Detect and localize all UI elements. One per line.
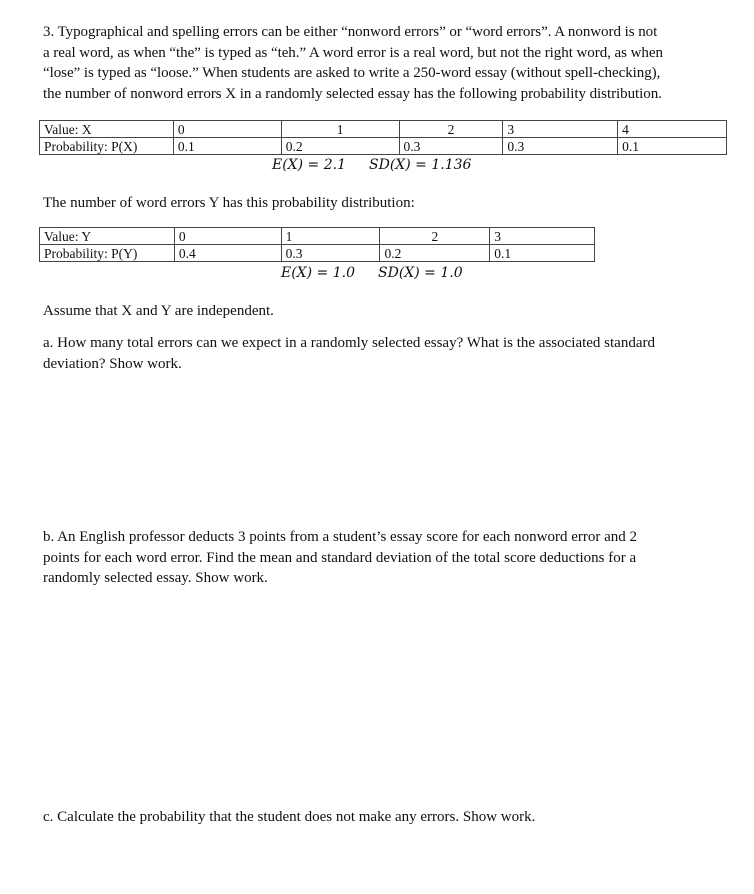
table-cell: 1	[281, 228, 380, 245]
independence-assumption: Assume that X and Y are independent.	[43, 303, 274, 319]
table-x-value-label: Value: X	[40, 121, 174, 138]
table-y-prob-row	[40, 245, 595, 262]
table-cell: 1	[281, 121, 399, 138]
problem-intro	[43, 22, 713, 104]
part-c-question: c. Calculate the probability that the student does not make any errors. Show work.	[43, 809, 536, 825]
table-cell: 0.1	[173, 138, 281, 155]
table-cell: 0.3	[281, 245, 380, 262]
table-x-prob-row	[40, 138, 727, 155]
table-y-value-label: Value: Y	[40, 228, 175, 245]
intro-line-2: a real word, as when “the” is typed as “teh.” A word error is a real word, but not the right word, as when	[43, 44, 663, 61]
intro-line-3: “lose” is typed as “loose.” When students are asked to write a 250-word essay (without spell-checking),	[43, 65, 661, 81]
part-b-question	[43, 527, 637, 589]
table-y-standard-deviation: SD(X) = 1.0	[378, 265, 463, 281]
distribution-table-x	[39, 120, 727, 155]
table-cell: 3	[503, 121, 618, 138]
table-y-value-row	[40, 228, 595, 245]
intro-line-4: the number of nonword errors X in a randomly selected essay has the following probability distribution.	[43, 85, 662, 102]
table-cell: 0.1	[618, 138, 727, 155]
part-b-line-2: points for each word error. Find the mean and standard deviation of the total score deductions for a	[43, 549, 637, 566]
part-b-line-3: randomly selected essay. Show work.	[43, 570, 268, 586]
table-cell: 0	[174, 228, 281, 245]
table-cell: 0.3	[503, 138, 618, 155]
table-cell: 2	[380, 228, 490, 245]
intro-line-1: 3. Typographical and spelling errors can be either “nonword errors” or “word errors”. A nonword is not	[43, 24, 658, 40]
table-x-standard-deviation: SD(X) = 1.136	[369, 157, 472, 173]
y-intro-text: The number of word errors Y has this probability distribution:	[43, 195, 415, 211]
table-cell: 0.2	[380, 245, 490, 262]
table-y-prob-label: Probability: P(Y)	[40, 245, 175, 262]
table-cell: 0.1	[490, 245, 595, 262]
table-cell: 0.3	[399, 138, 503, 155]
table-cell: 0	[173, 121, 281, 138]
table-x-expected-value: E(X) = 2.1	[272, 157, 347, 173]
part-a-line-1: a. How many total errors can we expect in a randomly selected essay? What is the associated standard	[43, 335, 655, 351]
part-b-line-1: b. An English professor deducts 3 points from a student’s essay score for each nonword error and 2	[43, 529, 638, 545]
table-y-expected-value: E(X) = 1.0	[281, 265, 356, 281]
table-cell: 4	[618, 121, 727, 138]
distribution-table-y	[39, 227, 595, 262]
table-x-value-row	[40, 121, 727, 138]
part-a-question	[43, 333, 655, 374]
part-a-line-2: deviation? Show work.	[43, 355, 182, 372]
table-cell: 2	[399, 121, 503, 138]
table-cell: 0.4	[174, 245, 281, 262]
table-cell: 3	[490, 228, 595, 245]
table-cell: 0.2	[281, 138, 399, 155]
table-x-prob-label: Probability: P(X)	[40, 138, 174, 155]
